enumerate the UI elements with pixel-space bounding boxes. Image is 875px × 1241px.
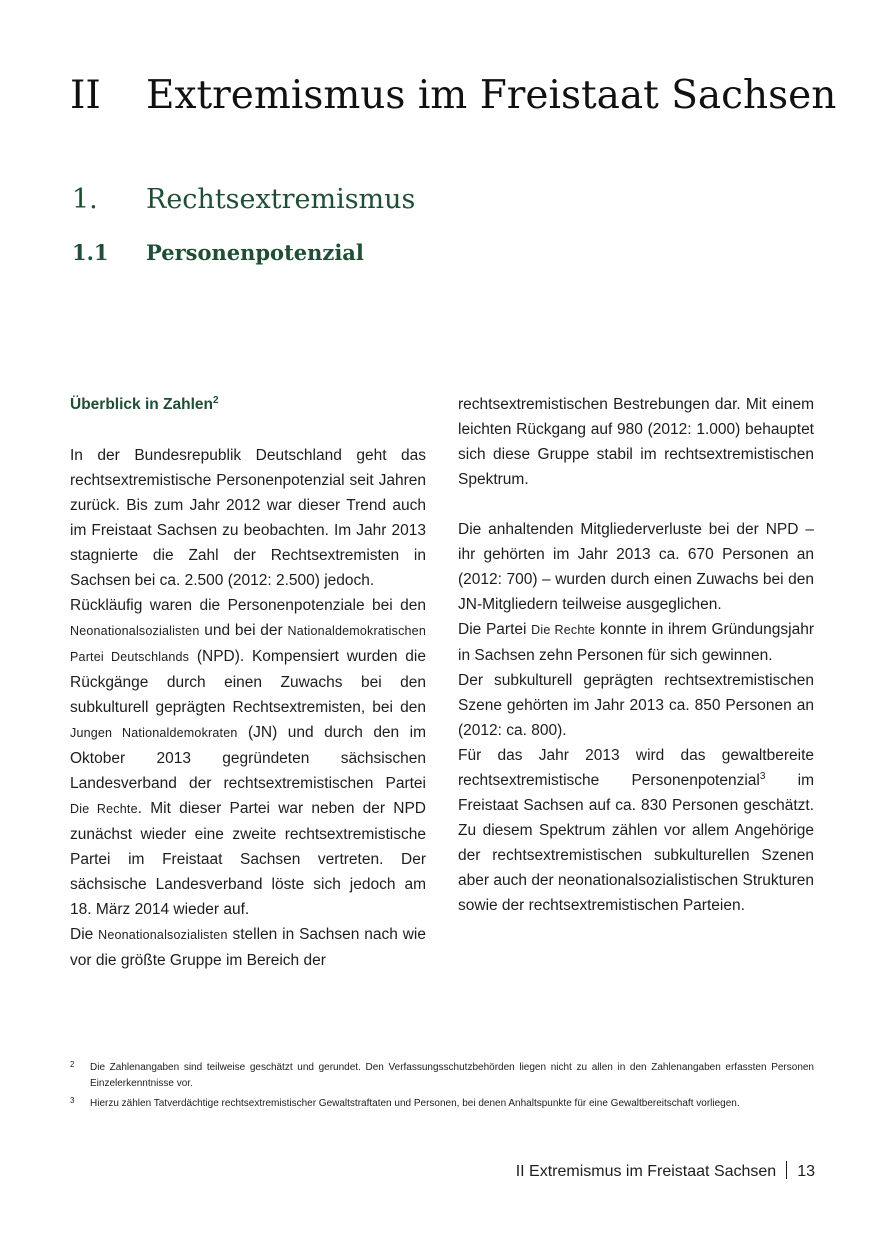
paragraph: Der subkulturell geprägten rechtsextremistischen Szene gehörten im Jahr 2013 ca. 850 Personen an (2012: ca. 800). <box>458 672 814 739</box>
section-title: Rechtsextremismus <box>146 184 416 215</box>
paragraph: In der Bundesrepublik Deutschland geht das rechtsextremistische Personenpotenzial seit Jahren zurück. Bis zum Jahr 2012 war dieser Trend auch im Freistaat Sachsen zu beobachten. Im Jahr 2013 stagnierte die Zahl der Rechtsextremisten in Sachsen bei ca. 2.500 (2012: 2.500) jedoch. <box>70 447 426 589</box>
footnote <box>70 1096 814 1112</box>
page-footer <box>516 1160 815 1184</box>
subsection-heading <box>72 238 364 268</box>
paragraph: Die Partei Die Rechte konnte in ihrem Gründungsjahr in Sachsen zehn Personen für sich gewinnen. <box>458 621 814 664</box>
subsection-number: 1.1 <box>72 240 109 265</box>
paragraph: Rückläufig waren die Personenpotenziale bei den Neonationalsozialisten und bei der Nationaldemokratischen Partei Deutschlands (NPD). Kompensiert wurden die Rückgänge durch einen Zuwachs bei den subkulturell geprägten Rechtsextremisten, bei den Jungen Nationaldemokraten (JN) und durch den im Oktober 2013 gegründeten sächsischen Landesverband der rechtsextremistischen Partei Die Rechte. Mit dieser Partei war neben der NPD zunächst wieder eine zweite rechtsextremistische Partei im Freistaat Sachsen vertreten. Der sächsische Landesverband löste sich jedoch am 18. März 2014 wieder auf. <box>70 597 427 918</box>
small-caps-term: Neonationalsozialisten <box>70 624 200 638</box>
chapter-title: Extremismus im Freistaat Sachsen <box>146 73 837 118</box>
chapter-number: II <box>70 73 101 118</box>
subheading <box>70 392 426 418</box>
small-caps-term: Die Rechte <box>70 802 138 816</box>
small-caps-term: Neonationalsozialisten <box>98 928 228 942</box>
small-caps-term: Jungen Nationaldemokraten <box>70 726 238 740</box>
footnote <box>70 1060 814 1092</box>
paragraph: Die Neonationalsozialisten stellen in Sachsen nach wie vor die größte Gruppe im Bereich der <box>70 926 426 969</box>
footnote-mark: 3 <box>70 1096 75 1105</box>
footnotes <box>70 1060 814 1116</box>
running-title: II Extremismus im Freistaat Sachsen <box>515 1163 777 1180</box>
footnote-ref-2: 2 <box>212 394 219 406</box>
footnote-text: Hierzu zählen Tatverdächtige rechtsextremistischer Gewaltstraftaten und Personen, bei denen Anhaltspunkte für eine Gewaltbereitschaft vorliegen. <box>90 1098 740 1109</box>
footnote-ref-3: 3 <box>759 770 766 782</box>
subsection-title: Personenpotenzial <box>146 240 364 265</box>
chapter-heading <box>70 72 836 120</box>
small-caps-term: Die Rechte <box>531 623 596 637</box>
small-caps-term: Nationaldemokratischen Partei Deutschlands <box>70 624 426 664</box>
page-number: 13 <box>797 1163 815 1180</box>
paragraph: rechtsextremistischen Bestrebungen dar. Mit einem leichten Rückgang auf 980 (2012: 1.000) behauptet sich diese Gruppe stabil im rechtsextremistischen Spektrum. <box>458 396 814 488</box>
section-heading <box>72 182 415 218</box>
paragraph: Die anhaltenden Mitgliederverluste bei der NPD – ihr gehörten im Jahr 2013 ca. 670 Personen an (2012: 700) – wurden durch einen Zuwachs bei den JN-Mitgliedern teilweise ausgeglichen. <box>458 521 814 613</box>
paragraph: Für das Jahr 2013 wird das gewaltbereite rechtsextremistische Personenpotenzial$^3$ im Freistaat Sachsen auf ca. 830 Personen geschätzt. Zu diesem Spektrum zählen vor allem Angehörige der rechtsextremistischen subkulturellen Szenen aber auch der neonationalsozialistischen Strukturen sowie der rechtsextremistischen Parteien. <box>458 747 814 914</box>
subheading-text: Überblick in Zahlen <box>70 396 213 413</box>
right-column <box>458 392 814 918</box>
footer-divider <box>786 1161 787 1179</box>
footnote-text: Die Zahlenangaben sind teilweise geschätzt und gerundet. Den Verfassungsschutzbehörden liegen nicht zu allen in den Zahlenangaben erfassten Personen Einzelerkenntnisse vor. <box>90 1062 814 1089</box>
footnote-mark: 2 <box>70 1060 75 1069</box>
left-column <box>70 392 426 973</box>
section-number: 1. <box>72 184 98 215</box>
